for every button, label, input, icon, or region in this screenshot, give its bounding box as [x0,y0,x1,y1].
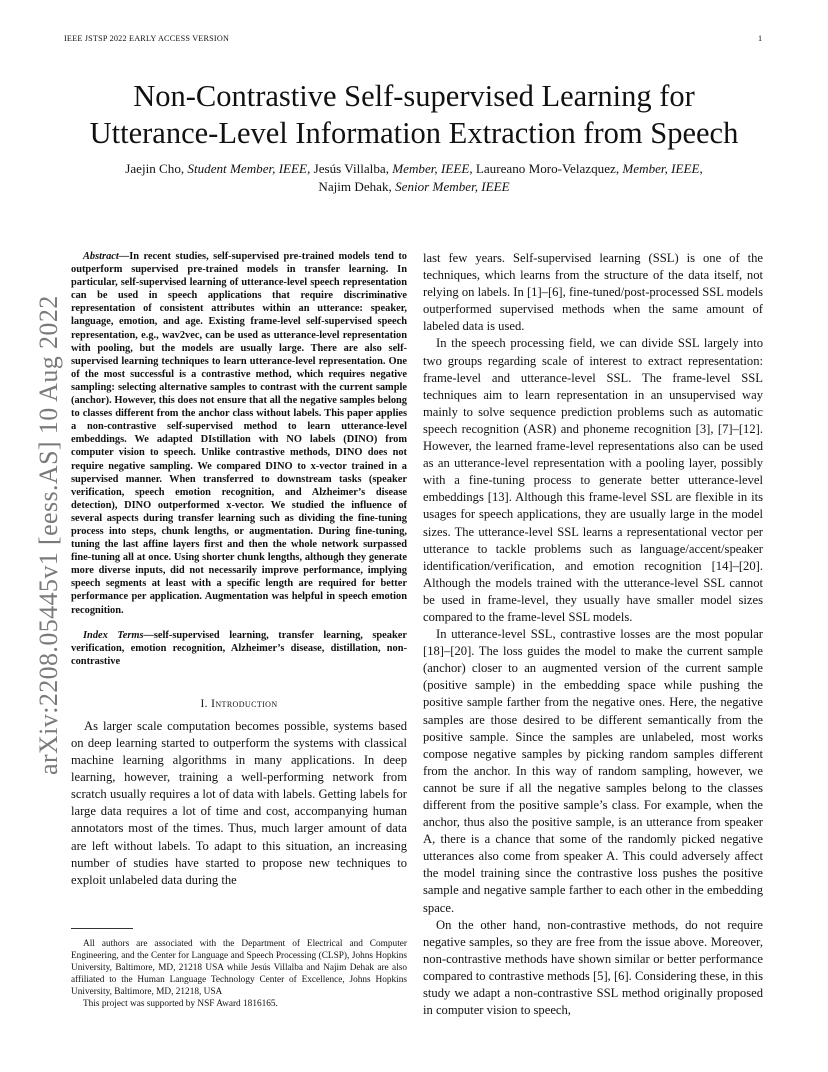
right-column [423,250,763,1019]
index-terms [71,629,407,668]
section-heading-introduction [71,698,407,710]
footnote-funding: This project was supported by NSF Award 1816165. [83,999,278,1009]
index-terms-text: self-supervised learning, transfer learning, speaker verification, emotion recognition, Alzheimer’s disease, distillation, non-contrastive [71,629,407,667]
abstract [71,250,407,617]
author-name: Laureano Moro-Velazquez [475,161,616,176]
body-paragraph: As larger scale computation becomes possible, systems based on deep learning started to outperform the systems with classical machine learning algorithms in many applications. In deep learning, however, training a well-performing network from scratch usually requires a lot of data with labels. Getting labels for large data requires a lot of time and cost, accompanying human annotators most of the times. Thus, much larger amount of data are left without labels. To adapt to this situation, an increasing number of studies have started to propose new techniques to exploit unlabeled data during the [71,718,407,887]
footnote-divider [71,928,133,929]
author-name: Najim Dehak [318,179,389,194]
abstract-label: Abstract— [83,251,130,262]
body-paragraph: In the speech processing field, we can divide SSL largely into two groups regarding scale of interest to extract representation: frame-level and utterance-level SSL. The frame-level SSL techniques aim to learn representation in an unsupervised way mainly to solve sequence prediction problems such as automatic speech recognition (ASR) and phoneme recognition [3], [7]–[12]. However, the learned frame-level representations also can be used as an utterance-level representation with a pooling layer, possibly with a fine-tuning process to generate better utterance-level embeddings [13]. Although this frame-level SSL are flexible in its usages for speech applications, they are usually large in the model sizes. The utterance-level SSL learns a representational vector per utterance to tackle problems such as language/accent/speaker identification/verification, and emotion recognition [14]–[20]. Although the models trained with the utterance-level SSL cannot be used in frame-level, they usually have smaller model sizes compared to the frame-level SSL models. [423,336,763,624]
author-role: Member, IEEE [622,161,700,176]
paper-title [0,78,828,152]
author-role: Member, IEEE [392,161,470,176]
section-number: I. [200,697,208,710]
author-list: Jaejin Cho, Student Member, IEEE, Jesús Villalba, Member, IEEE, Laureano Moro-Velazquez, Member, IEEE, Najim Dehak, Senior Member, IEEE [125,161,703,194]
page-number: 1 [758,34,763,43]
arxiv-identifier-stamp: arXiv:2208.05445v1 [eess.AS] 10 Aug 2022 [34,295,63,775]
paper-title-line-1: Non-Contrastive Self-supervised Learning for [133,79,695,113]
body-paragraph: In utterance-level SSL, contrastive losses are the most popular [18]–[20]. The loss guides the model to make the current sample (anchor) closer to an augmented version of the current sample (positive sample) in the embedding space while pushing the positive sample farther from the negative ones. Here, the negative samples are those desired to be different semantically from the positive sample. Since the samples are unlabeled, most works compose negative samples by picking random samples different from the anchor. In this way of random sampling, however, we cannot be sure if all the negative samples belong to the classes different from the positive sample’s class. For example, when the anchor, thus also the positive sample, is an utterance from speaker A, there is a chance that some of the randomly picked negative utterances also come from speaker A. This could adversely affect the model training since the contrastive loss pushes the positive sample and negative sample farther to each other in the embedding space. [423,627,763,915]
abstract-text: In recent studies, self-supervised pre-trained models tend to outperform supervised pre-trained models in transfer learning. In particular, self-supervised learning of utterance-level speech representation can be used in speech applications that require discriminative representation of consistent attributes within an utterance: speaker, language, emotion, and age. Existing frame-level self-supervised speech representation, e.g., wav2vec, can be used as utterance-level representation with pooling, but the models are usually large. There are also self-supervised learning techniques to learn utterance-level representation. One of the most successful is a contrastive method, which requires negative sampling: selecting alternative samples to contrast with the current sample (anchor). However, this does not ensure that all the negative samples belong to classes different from the anchor class without labels. This paper applies a non-contrastive self-supervised method to learn utterance-level embeddings. We adapted DIstillation with NO labels (DINO) from computer vision to speech. Unlike contrastive methods, DINO does not require negative sampling. We compared DINO to x-vector trained in a supervised manner. When transferred to downstream tasks (speaker verification, speech emotion recognition, and Alzheimer’s disease detection), DINO outperformed x-vector. We studied the influence of several aspects during transfer learning such as dividing the fine-tuning process into steps, chunk lengths, or augmentation. During fine-tuning, tuning the last affine layers first and then the whole network surpassed fine-tuning all at once. Using shorter chunk lengths, although they generate more diverse inputs, did not necessarily improve performance, implying speech segments at least with a specific length are required for better performance per application. Augmentation was helpful in speech emotion recognition. [71,251,407,616]
paper-title-line-2: Utterance-Level Information Extraction from Speech [89,116,739,150]
author-role: Student Member, IEEE [187,161,308,176]
running-head: IEEE JSTSP 2022 EARLY ACCESS VERSION [64,34,230,43]
author-name: Jesús Villalba [313,161,386,176]
section-title: Introduction [211,697,278,710]
left-column [71,250,407,889]
author-role: Senior Member, IEEE [395,179,510,194]
index-terms-label: Index Terms— [83,629,154,641]
footnote-affiliation: All authors are associated with the Department of Electrical and Computer Engineering, and the Center for Language and Speech Processing (CLSP), Johns Hopkins University, Baltimore, MD, 21218 USA while Jesús Villalba and Najim Dehak are also affiliated to the Human Language Technology Center of Excellence, Johns Hopkins University, Baltimore, MD, 21218, USA [71,939,407,997]
footnotes [71,938,407,1010]
body-paragraph: On the other hand, non-contrastive methods, do not require negative samples, so they are free from the issue above. Moreover, non-contrastive methods have shown similar or better performance compared to contrastive methods [5], [6]. Considering these, in this study we adapt a non-contrastive SSL method originally proposed in computer vision to speech, [423,917,763,1018]
body-paragraph: last few years. Self-supervised learning (SSL) is one of the techniques, which learns from the structure of the data itself, not relying on labels. In [1]–[6], fine-tuned/post-processed SSL models outperformed supervised methods when the same amount of labeled data is used. [423,251,763,334]
author-name: Jaejin Cho [125,161,181,176]
